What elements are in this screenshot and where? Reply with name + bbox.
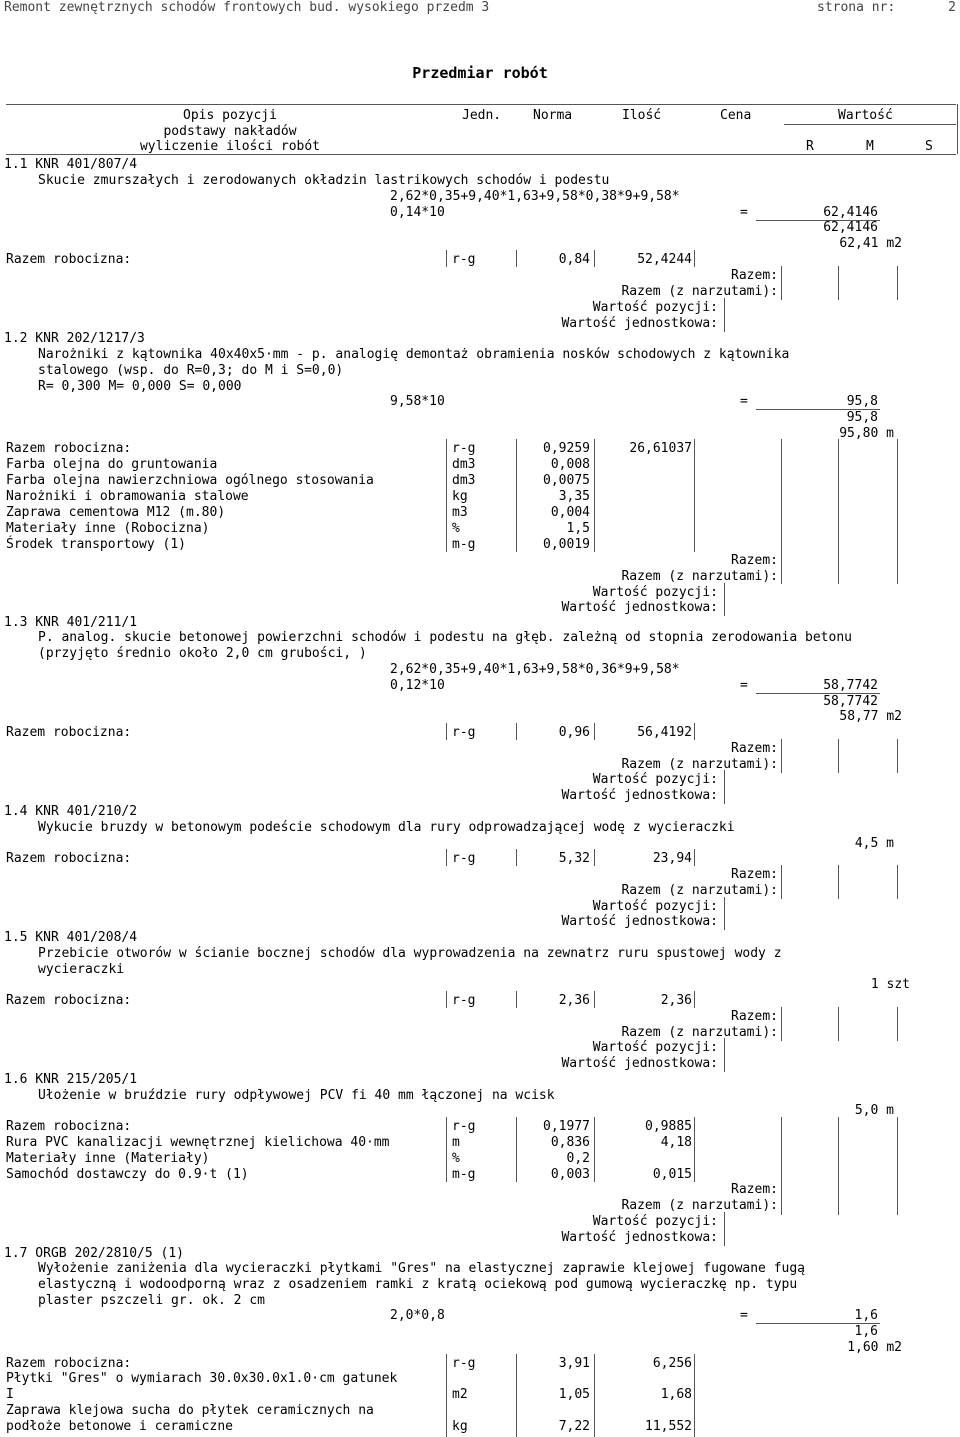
item-code: 1.2 KNR 202/1217/3 [4, 331, 145, 346]
labor-quantity: 26,61037 [629, 441, 692, 456]
item-formula: 0,12*10 [390, 678, 445, 693]
equals-sign: = [740, 678, 748, 693]
material-unit: % [452, 521, 460, 536]
sum-label: Razem: [731, 268, 778, 283]
material-quantity: 0,015 [652, 1167, 692, 1182]
material-name: Materiały inne (Robocizna) [6, 521, 210, 536]
material-name: Samochód dostawczy do 0.9·t (1) [6, 1167, 249, 1182]
column-header-basis: podstawy nakładów [163, 124, 297, 139]
calc-result: 95,8 [846, 394, 878, 409]
material-norm: 0,0019 [543, 537, 590, 552]
labor-unit: r-g [452, 851, 476, 866]
material-unit: m2 [452, 1387, 468, 1402]
equals-sign: = [740, 205, 748, 220]
column-header-r: R [806, 139, 814, 154]
item-total: 62,41 m2 [839, 236, 902, 251]
material-norm: 0,836 [550, 1135, 590, 1150]
item-description: stalowego (wsp. do R=0,3; do M i S=0,0) [38, 363, 344, 378]
calc-result: 1,6 [854, 1308, 878, 1323]
material-name: Zaprawa cementowa M12 (m.80) [6, 505, 226, 520]
material-norm: 0,0075 [543, 473, 590, 488]
sum-markup-label: Razem (z narzutami): [621, 757, 778, 772]
labor-norm: 0,9259 [543, 441, 590, 456]
labor-unit: r-g [452, 1119, 476, 1134]
item-total: 1 szt [870, 977, 910, 992]
item-description: Skucie zmurszałych i zerodowanych okładzin lastrikowych schodów i podestu [38, 173, 610, 188]
labor-label: Razem robocizna: [6, 1119, 132, 1134]
material-name: Farba olejna do gruntowania [6, 457, 218, 472]
material-unit: m-g [452, 1167, 476, 1182]
labor-quantity: 52,4244 [637, 252, 692, 267]
material-quantity: 4,18 [660, 1135, 692, 1150]
item-description: Wykucie bruzdy w betonowym podeście schodowym dla rury odprowadzającej wodę z wycieraczki [38, 820, 735, 835]
material-quantity: 11,552 [645, 1419, 692, 1434]
item-code: 1.6 KNR 215/205/1 [4, 1072, 138, 1087]
sum-label: Razem: [731, 1182, 778, 1197]
sum-label: Razem: [731, 741, 778, 756]
material-quantity: 1,68 [660, 1387, 692, 1402]
sum-markup-label: Razem (z narzutami): [621, 883, 778, 898]
material-name: I [6, 1387, 14, 1402]
equals-sign: = [740, 1308, 748, 1323]
material-norm: 0,008 [550, 457, 590, 472]
column-header-s: S [925, 139, 933, 154]
material-unit: kg [452, 489, 468, 504]
item-description: P. analog. skucie betonowej powierzchni schodów i podestu na głęb. zależną od stopnia zerodowania betonu [38, 630, 852, 645]
labor-quantity: 56,4192 [637, 725, 692, 740]
item-code: 1.7 ORGB 202/2810/5 (1) [4, 1246, 185, 1261]
labor-quantity: 2,36 [660, 993, 692, 1008]
material-name: Środek transportowy (1) [6, 537, 187, 552]
labor-unit: r-g [452, 441, 476, 456]
unit-value-label: Wartość jednostkowa: [561, 914, 718, 929]
unit-value-label: Wartość jednostkowa: [561, 788, 718, 803]
item-total: 5,0 m [854, 1103, 894, 1118]
calc-result: 58,7742 [823, 678, 878, 693]
item-code: 1.3 KNR 401/211/1 [4, 615, 138, 630]
column-header-price: Cena [720, 108, 752, 123]
sum-markup-label: Razem (z narzutami): [621, 1025, 778, 1040]
labor-unit: r-g [452, 725, 476, 740]
calc-sum: 95,8 [846, 410, 878, 425]
page-number: 2 [948, 0, 956, 15]
labor-norm: 3,91 [558, 1356, 590, 1371]
item-description: (przyjęto średnio około 2,0 cm grubości, ) [38, 646, 367, 661]
column-header-quantity: Ilość [622, 108, 662, 123]
column-header-norm: Norma [533, 108, 573, 123]
page-title: Przedmiar robót [412, 64, 548, 82]
material-norm: 0,004 [550, 505, 590, 520]
calc-result: 62,4146 [823, 205, 878, 220]
equals-sign: = [740, 394, 748, 409]
sum-label: Razem: [731, 1009, 778, 1024]
material-norm: 7,22 [558, 1419, 590, 1434]
labor-norm: 0,1977 [543, 1119, 590, 1134]
item-formula: 9,58*10 [390, 394, 445, 409]
item-description: wycieraczki [38, 962, 125, 977]
unit-value-label: Wartość jednostkowa: [561, 316, 718, 331]
column-header-m: M [866, 139, 874, 154]
material-name: Farba olejna nawierzchniowa ogólnego stosowania [6, 473, 374, 488]
material-unit: kg [452, 1419, 468, 1434]
item-description: Narożniki z kątownika 40x40x5·mm - p. analogię demontaż obramienia nosków schodowych z kątownika [38, 347, 790, 362]
page-number-label: strona nr: [817, 0, 896, 15]
material-unit: m [452, 1135, 460, 1150]
labor-label: Razem robocizna: [6, 993, 132, 1008]
labor-label: Razem robocizna: [6, 851, 132, 866]
calc-sum: 62,4146 [823, 220, 878, 235]
unit-value-label: Wartość jednostkowa: [561, 1056, 718, 1071]
material-name: Rura PVC kanalizacji wewnętrznej kielichowa 40·mm [6, 1135, 390, 1150]
sum-label: Razem: [731, 867, 778, 882]
labor-norm: 0,96 [558, 725, 590, 740]
material-unit: m-g [452, 537, 476, 552]
item-total: 95,80 m [839, 426, 894, 441]
material-name: podłoże betonowe i ceramiczne [6, 1419, 233, 1434]
sum-label: Razem: [731, 553, 778, 568]
item-total: 1,60 m2 [847, 1340, 902, 1355]
labor-unit: r-g [452, 252, 476, 267]
labor-norm: 0,84 [558, 252, 590, 267]
item-description: elastyczną i wodoodporną wraz z osadzeniem ramki z kratą ociekową pod gumową wycieraczkę np. typu [38, 1277, 798, 1292]
item-description: Wyłożenie zaniżenia dla wycieraczki płytkami "Gres" na elastycznej zaprawie klejowej fugowane fugą [38, 1261, 806, 1276]
item-description: Ułożenie w bruździe rury odpływowej PCV fi 40 mm łączonej na wcisk [38, 1088, 555, 1103]
material-norm: 0,2 [566, 1151, 590, 1166]
calc-sum: 1,6 [854, 1324, 878, 1339]
column-header-value: Wartość [838, 108, 893, 123]
item-formula: 2,62*0,35+9,40*1,63+9,58*0,36*9+9,58* [390, 662, 680, 677]
position-value-label: Wartość pozycji: [592, 300, 718, 315]
item-formula: 2,62*0,35+9,40*1,63+9,58*0,38*9+9,58* [390, 189, 680, 204]
position-value-label: Wartość pozycji: [592, 1040, 718, 1055]
unit-value-label: Wartość jednostkowa: [561, 1230, 718, 1245]
sum-markup-label: Razem (z narzutami): [621, 284, 778, 299]
labor-label: Razem robocizna: [6, 441, 132, 456]
labor-quantity: 6,256 [652, 1356, 692, 1371]
item-total: 4,5 m [854, 836, 894, 851]
material-unit: % [452, 1151, 460, 1166]
document-title: Remont zewnętrznych schodów frontowych bud. wysokiego przedm 3 [4, 0, 490, 15]
position-value-label: Wartość pozycji: [592, 899, 718, 914]
sum-markup-label: Razem (z narzutami): [621, 1198, 778, 1213]
material-name: Narożniki i obramowania stalowe [6, 489, 249, 504]
material-name: Materiały inne (Materiały) [6, 1151, 210, 1166]
column-header-calculation: wyliczenie ilości robót [139, 139, 320, 154]
labor-unit: r-g [452, 1356, 476, 1371]
position-value-label: Wartość pozycji: [592, 585, 718, 600]
material-norm: 0,003 [550, 1167, 590, 1182]
labor-norm: 2,36 [558, 993, 590, 1008]
column-header-unit: Jedn. [462, 108, 502, 123]
item-formula: 2,0*0,8 [390, 1308, 445, 1323]
item-code: 1.4 KNR 401/210/2 [4, 804, 138, 819]
item-description: Przebicie otworów w ścianie bocznej schodów dla wyprowadzenia na zewnatrz ruru spustowej wody z [38, 946, 782, 961]
item-formula: 0,14*10 [390, 205, 445, 220]
position-value-label: Wartość pozycji: [592, 1214, 718, 1229]
sum-markup-label: Razem (z narzutami): [621, 569, 778, 584]
labor-label: Razem robocizna: [6, 1356, 132, 1371]
item-total: 58,77 m2 [839, 709, 902, 724]
material-unit: m3 [452, 505, 468, 520]
labor-label: Razem robocizna: [6, 252, 132, 267]
labor-norm: 5,32 [558, 851, 590, 866]
material-norm: 3,35 [558, 489, 590, 504]
column-header-description: Opis pozycji [183, 108, 277, 123]
item-coefficients: R= 0,300 M= 0,000 S= 0,000 [38, 379, 242, 394]
material-norm: 1,05 [558, 1387, 590, 1402]
material-name: Zaprawa klejowa sucha do płytek ceramicznych na [6, 1403, 374, 1418]
material-norm: 1,5 [566, 521, 590, 536]
labor-quantity: 0,9885 [645, 1119, 692, 1134]
position-value-label: Wartość pozycji: [592, 772, 718, 787]
labor-unit: r-g [452, 993, 476, 1008]
labor-label: Razem robocizna: [6, 725, 132, 740]
material-unit: dm3 [452, 473, 476, 488]
item-description: plaster pszczeli gr. ok. 2 cm [38, 1293, 265, 1308]
item-code: 1.1 KNR 401/807/4 [4, 157, 138, 172]
material-unit: dm3 [452, 457, 476, 472]
unit-value-label: Wartość jednostkowa: [561, 600, 718, 615]
material-name: Płytki "Gres" o wymiarach 30.0x30.0x1.0·cm gatunek [6, 1371, 398, 1386]
calc-sum: 58,7742 [823, 694, 878, 709]
labor-quantity: 23,94 [652, 851, 692, 866]
item-code: 1.5 KNR 401/208/4 [4, 930, 138, 945]
